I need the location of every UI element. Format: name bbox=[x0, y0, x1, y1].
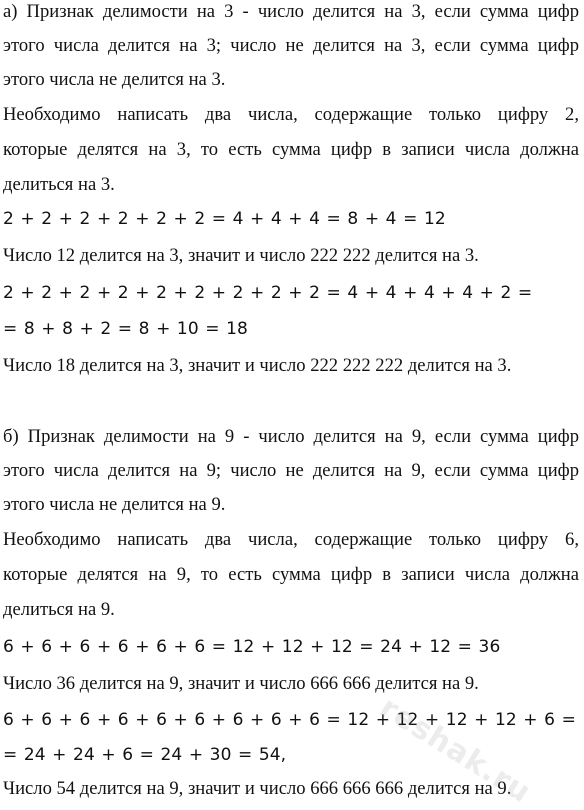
calc-a-2-line-2: = 8 + 8 + 2 = 8 + 10 = 18 bbox=[3, 319, 248, 339]
calc-a-2-line-1: 2 + 2 + 2 + 2 + 2 + 2 + 2 + 2 + 2 = 4 + 4 + 4 + 4 + 2 = bbox=[3, 283, 533, 303]
task-a-line-1: Необходимо написать два числа, содержащие только цифру 2, bbox=[3, 104, 579, 125]
conclusion-b-2: Число 54 делится на 9, значит и число 666 666 666 делится на 9. bbox=[3, 778, 512, 799]
rule-a-line-3: этого числа не делится на 3. bbox=[3, 69, 226, 90]
rule-a-line-2: этого числа делится на 3; число не делится на 3, если сумма цифр bbox=[3, 35, 579, 56]
conclusion-a-2: Число 18 делится на 3, значит и число 222 222 222 делится на 3. bbox=[3, 355, 512, 376]
task-a-line-2: которые делятся на 3, то есть сумма цифр в записи числа должна bbox=[3, 139, 579, 160]
calc-b-2-line-2: = 24 + 24 + 6 = 24 + 30 = 54, bbox=[3, 745, 287, 765]
watermark-logo: reshak.ru bbox=[373, 690, 538, 810]
calc-b-1: 6 + 6 + 6 + 6 + 6 + 6 = 12 + 12 + 12 = 24 + 12 = 36 bbox=[3, 637, 501, 657]
rule-a-line-1: а) Признак делимости на 3 - число делится на 3, если сумма цифр bbox=[3, 1, 579, 22]
calc-b-2-line-1: 6 + 6 + 6 + 6 + 6 + 6 + 6 + 6 + 6 = 12 + 12 + 12 + 12 + 6 = bbox=[3, 710, 576, 730]
task-a-line-3: делиться на 3. bbox=[3, 174, 115, 195]
task-b-line-2: которые делятся на 9, то есть сумма цифр в записи числа должна bbox=[3, 564, 579, 585]
rule-b-line-1: б) Признак делимости на 9 - число делится на 9, если сумма цифр bbox=[3, 426, 579, 447]
task-b-line-1: Необходимо написать два числа, содержащие только цифру 6, bbox=[3, 529, 579, 550]
calc-a-1: 2 + 2 + 2 + 2 + 2 + 2 = 4 + 4 + 4 = 8 + 4 = 12 bbox=[3, 209, 446, 229]
task-b-line-3: делиться на 9. bbox=[3, 599, 115, 620]
rule-b-line-3: этого числа не делится на 9. bbox=[3, 494, 226, 515]
rule-b-line-2: этого числа делится на 9; число не делится на 9, если сумма цифр bbox=[3, 460, 579, 481]
conclusion-b-1: Число 36 делится на 9, значит и число 666 666 делится на 9. bbox=[3, 673, 479, 694]
conclusion-a-1: Число 12 делится на 3, значит и число 222 222 делится на 3. bbox=[3, 245, 479, 266]
